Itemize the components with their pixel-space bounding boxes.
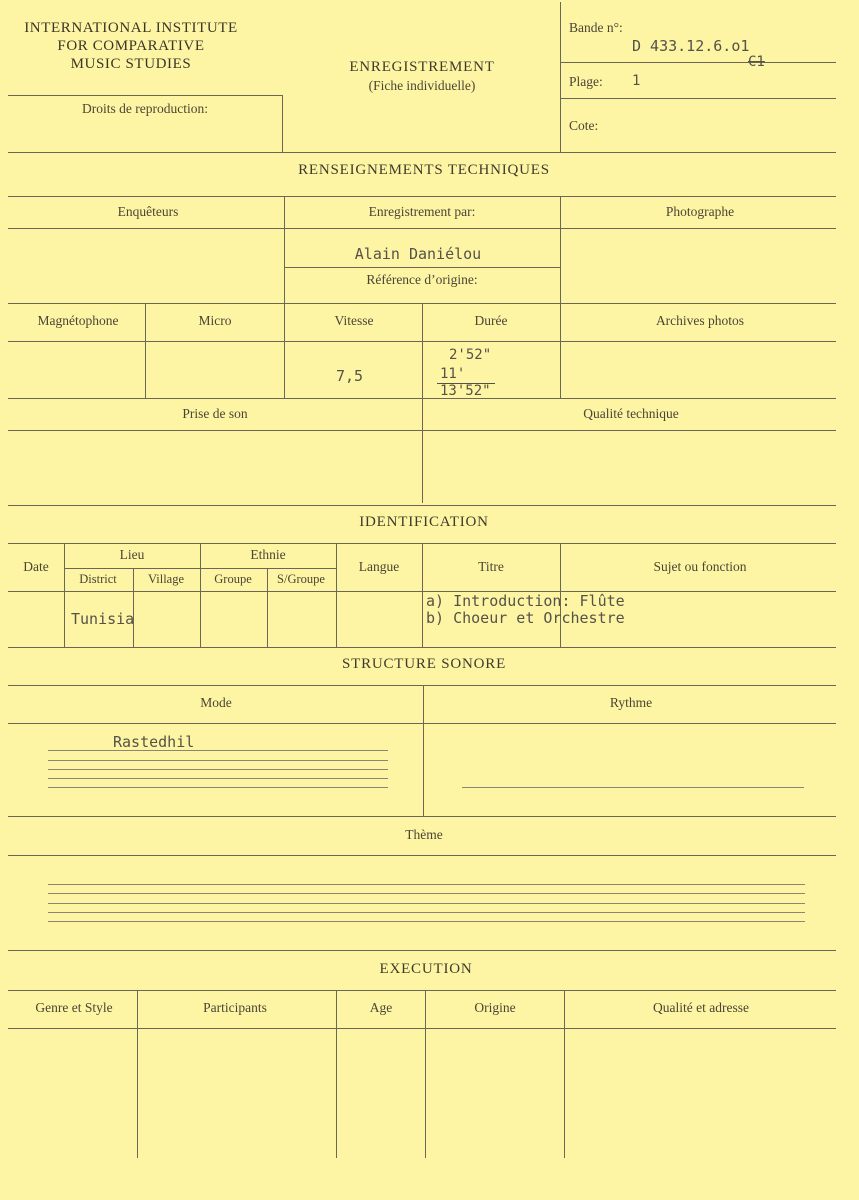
mode-value: Rastedhil <box>113 733 195 751</box>
age-label: Age <box>369 1000 393 1015</box>
duree-label: Durée <box>474 313 508 328</box>
magnetophone-label: Magnétophone <box>37 313 119 328</box>
vitesse-label: Vitesse <box>334 313 374 328</box>
bande-value: D 433.12.6.o1 <box>632 37 750 55</box>
divider <box>8 196 836 197</box>
duree-value: 13'52" <box>440 383 491 399</box>
theme-label: Thème <box>405 827 443 842</box>
titre-value-a: a) Introduction: Flûte <box>426 592 625 610</box>
writing-line <box>48 912 805 913</box>
form-title: ENREGISTREMENT <box>349 59 495 75</box>
district-label: District <box>79 572 117 586</box>
date-label: Date <box>23 559 49 574</box>
divider <box>8 152 836 153</box>
divider <box>560 62 836 63</box>
divider <box>8 723 836 724</box>
divider <box>423 685 424 816</box>
genre-style-label: Genre et Style <box>35 1000 113 1015</box>
institute-line: FOR COMPARATIVE <box>57 38 205 54</box>
divider <box>336 543 337 647</box>
prise-de-son-label: Prise de son <box>182 406 248 421</box>
lieu-label: Lieu <box>119 547 145 562</box>
writing-line <box>48 769 388 770</box>
writing-line <box>48 778 388 779</box>
divider <box>560 196 561 303</box>
divider <box>560 303 561 398</box>
plage-label: Plage: <box>569 74 603 89</box>
structure-section-title: STRUCTURE SONORE <box>341 656 507 672</box>
divider <box>8 341 836 342</box>
form-subtitle: (Fiche individuelle) <box>368 78 476 93</box>
divider <box>422 543 423 647</box>
divider <box>8 950 836 951</box>
village-label: Village <box>147 572 185 586</box>
duree-value: 11' <box>440 366 466 382</box>
institute-line: INTERNATIONAL INSTITUTE <box>24 20 238 36</box>
duree-value: 2'52" <box>449 347 492 363</box>
groupe-label: Groupe <box>214 572 252 586</box>
institute-line: MUSIC STUDIES <box>70 56 192 72</box>
writing-line <box>48 903 805 904</box>
divider <box>8 990 836 991</box>
divider <box>560 2 561 152</box>
district-value: Tunisia <box>71 610 135 628</box>
divider <box>8 95 282 96</box>
technical-section-title: RENSEIGNEMENTS TECHNIQUES <box>298 162 550 178</box>
rythme-label: Rythme <box>609 695 653 710</box>
qualite-technique-label: Qualité technique <box>583 406 679 421</box>
enregistrement-par-label: Enregistrement par: <box>368 204 476 219</box>
writing-line <box>48 893 805 894</box>
divider <box>8 647 836 648</box>
divider <box>137 990 138 1158</box>
divider <box>8 228 836 229</box>
divider <box>560 98 836 99</box>
divider <box>8 505 836 506</box>
origine-label: Origine <box>474 1000 516 1015</box>
divider <box>284 303 285 398</box>
ethnie-label: Ethnie <box>250 547 286 562</box>
divider <box>8 855 836 856</box>
sgroupe-label: S/Groupe <box>277 572 325 586</box>
writing-line <box>48 921 805 922</box>
divider <box>425 990 426 1158</box>
micro-label: Micro <box>198 313 232 328</box>
divider <box>64 543 65 647</box>
enqueteurs-label: Enquêteurs <box>117 204 179 219</box>
divider <box>8 591 836 592</box>
identification-section-title: IDENTIFICATION <box>359 514 489 530</box>
photographe-label: Photographe <box>665 204 735 219</box>
divider <box>8 685 836 686</box>
titre-value-b: b) Choeur et Orchestre <box>426 609 625 627</box>
divider <box>64 568 336 569</box>
writing-line <box>48 884 805 885</box>
writing-line <box>48 787 388 788</box>
divider <box>8 398 836 399</box>
titre-label: Titre <box>478 559 504 574</box>
langue-label: Langue <box>358 559 400 574</box>
divider <box>200 543 201 647</box>
bande-label: Bande n°: <box>569 20 623 35</box>
plage-value: 1 <box>632 73 641 89</box>
institute-name <box>6 19 256 73</box>
divider <box>267 568 268 647</box>
divider <box>133 568 134 647</box>
divider <box>8 430 836 431</box>
execution-section-title: EXECUTION <box>379 961 473 977</box>
writing-line <box>462 787 804 788</box>
mode-label: Mode <box>200 695 232 710</box>
rights-label: Droits de reproduction: <box>82 101 208 116</box>
writing-line <box>48 760 388 761</box>
divider <box>8 1028 836 1029</box>
divider <box>282 95 283 152</box>
divider <box>422 303 423 503</box>
divider <box>284 267 560 268</box>
archives-photos-label: Archives photos <box>655 313 745 328</box>
divider <box>8 816 836 817</box>
cote-label: Cote: <box>569 118 599 133</box>
vitesse-value: 7,5 <box>336 367 364 385</box>
sujet-label: Sujet ou fonction <box>653 559 747 574</box>
divider <box>564 990 565 1158</box>
divider <box>145 303 146 398</box>
bande-struck-value: C1 <box>748 54 765 70</box>
qualite-adresse-label: Qualité et adresse <box>653 1000 749 1015</box>
writing-line <box>48 750 388 751</box>
participants-label: Participants <box>203 1000 267 1015</box>
enregistrement-par-value: Alain Daniélou <box>354 245 482 263</box>
reference-label: Référence d’origine: <box>366 272 478 287</box>
divider <box>336 990 337 1158</box>
divider <box>284 196 285 303</box>
